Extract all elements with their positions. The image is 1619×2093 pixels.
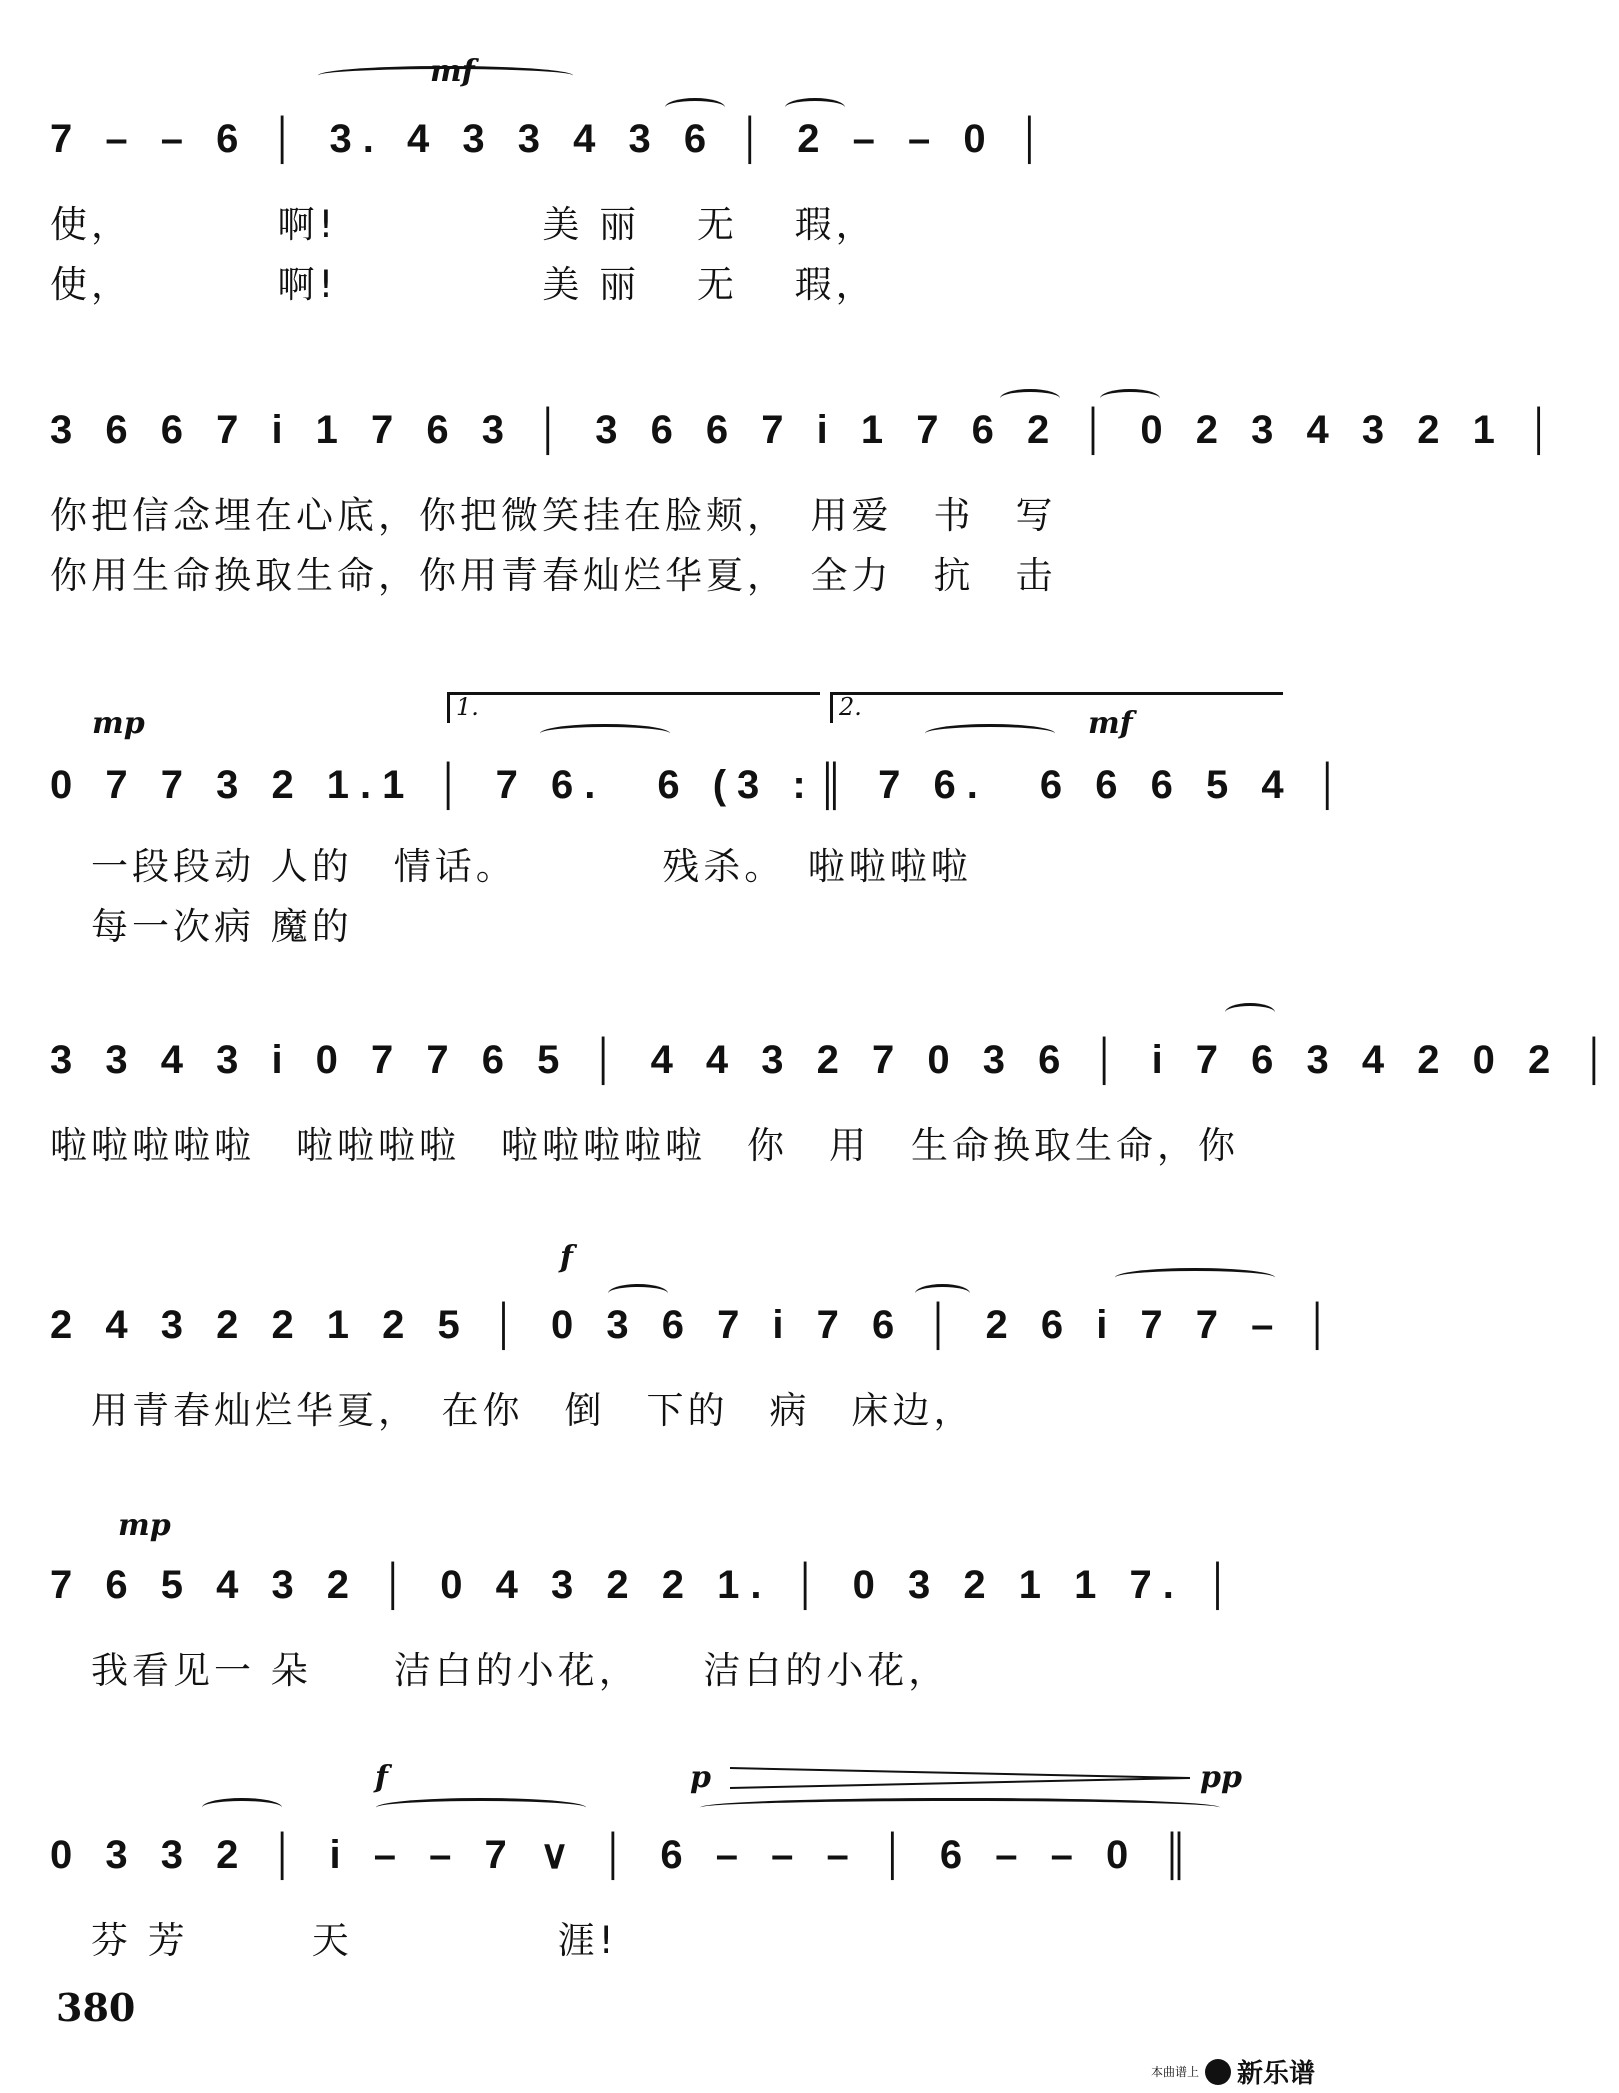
- notes-line: 0 3 3 2 │ i – – 7 ∨ │ 6 – – – │ 6 – – 0 ║: [50, 1833, 1201, 1877]
- dynamic-mark: mf: [1088, 706, 1133, 741]
- notes-line: 2 4 3 2 2 1 2 5 │ 0 3 6 7 i 7 6 │ 2 6 i 7 7 – │: [50, 1302, 1343, 1347]
- tie: [925, 724, 1055, 743]
- volta-label: 1.: [456, 693, 479, 721]
- lyric-line-2: 你用生命换取生命，你用青春灿烂华夏， 全力 抗 击: [50, 554, 1057, 597]
- watermark-brand: 新乐谱: [1236, 2059, 1315, 2089]
- watermark-small-text: 本曲谱上: [1150, 2065, 1199, 2079]
- dynamic-mark: mp: [118, 1508, 171, 1543]
- notes-line: 3 3 4 3 i 0 7 7 6 5 │ 4 4 3 2 7 0 3 6 │ i 7 6 3 4 2 0 2 │: [50, 1037, 1619, 1082]
- brand-logo-icon: [1205, 2059, 1231, 2085]
- dynamic-mark: f: [375, 1760, 388, 1795]
- dynamic-mark: mp: [92, 706, 145, 741]
- lyric-line-1: 我看见一 朵 洁白的小花， 洁白的小花，: [50, 1649, 950, 1692]
- lyric-line-2: 每一次病 魔的: [50, 905, 353, 948]
- notes-line: 3 6 6 7 i 1 7 6 3 │ 3 6 6 7 i 1 7 6 2 │ 0 2 3 4 3 2 1 │: [50, 407, 1564, 452]
- decrescendo-hairpin: [730, 1766, 1190, 1790]
- notes-line: 0 7 7 3 2 1.1 │ 7 6. 6 (3 :║ 7 6. 6 6 6 5 4 │: [50, 762, 1353, 807]
- tie: [376, 1798, 586, 1817]
- lyric-line-2: 使， 啊! 美 丽 无 瑕，: [50, 263, 877, 306]
- slur: [915, 1284, 970, 1303]
- dynamic-mark: f: [560, 1240, 573, 1275]
- tie: [1225, 1003, 1275, 1022]
- volta-label: 2.: [839, 693, 862, 721]
- tie: [1115, 1268, 1275, 1287]
- page-number: 380: [56, 1985, 136, 2030]
- slur: [608, 1284, 668, 1303]
- dynamic-mark: pp: [1200, 1760, 1242, 1795]
- tie: [540, 724, 670, 743]
- slur: [785, 98, 845, 117]
- lyric-line-1: 你把信念埋在心底，你把微笑挂在脸颊， 用爱 书 写: [50, 494, 1057, 537]
- slur: [1100, 389, 1160, 408]
- notes-line: 7 6 5 4 3 2 │ 0 4 3 2 2 1. │ 0 3 2 1 1 7. │: [50, 1562, 1243, 1607]
- dynamic-mark: mf: [430, 54, 475, 89]
- dynamic-mark: p: [690, 1760, 711, 1795]
- slur: [202, 1798, 282, 1817]
- watermark: [1151, 2053, 1315, 2090]
- lyric-line-1: 啦啦啦啦啦 啦啦啦啦 啦啦啦啦啦 你 用 生命换取生命，你: [50, 1124, 1239, 1167]
- volta-bracket-2: [830, 692, 1283, 723]
- lyric-line-1: 芬 芳 天 涯!: [50, 1919, 618, 1962]
- slur: [665, 98, 725, 117]
- lyric-line-1: 一段段动 人的 情话。 残杀。 啦啦啦啦: [50, 845, 972, 888]
- lyric-line-1: 用青春灿烂华夏， 在你 倒 下的 病 床边，: [50, 1389, 975, 1432]
- volta-bracket-1: [447, 692, 820, 723]
- lyric-line-1: 使， 啊! 美 丽 无 瑕，: [50, 203, 877, 246]
- slur: [1000, 389, 1060, 408]
- tie: [700, 1798, 1220, 1817]
- notes-line: 7 – – 6 │ 3. 4 3 3 4 3 6 │ 2 – – 0 │: [50, 116, 1055, 161]
